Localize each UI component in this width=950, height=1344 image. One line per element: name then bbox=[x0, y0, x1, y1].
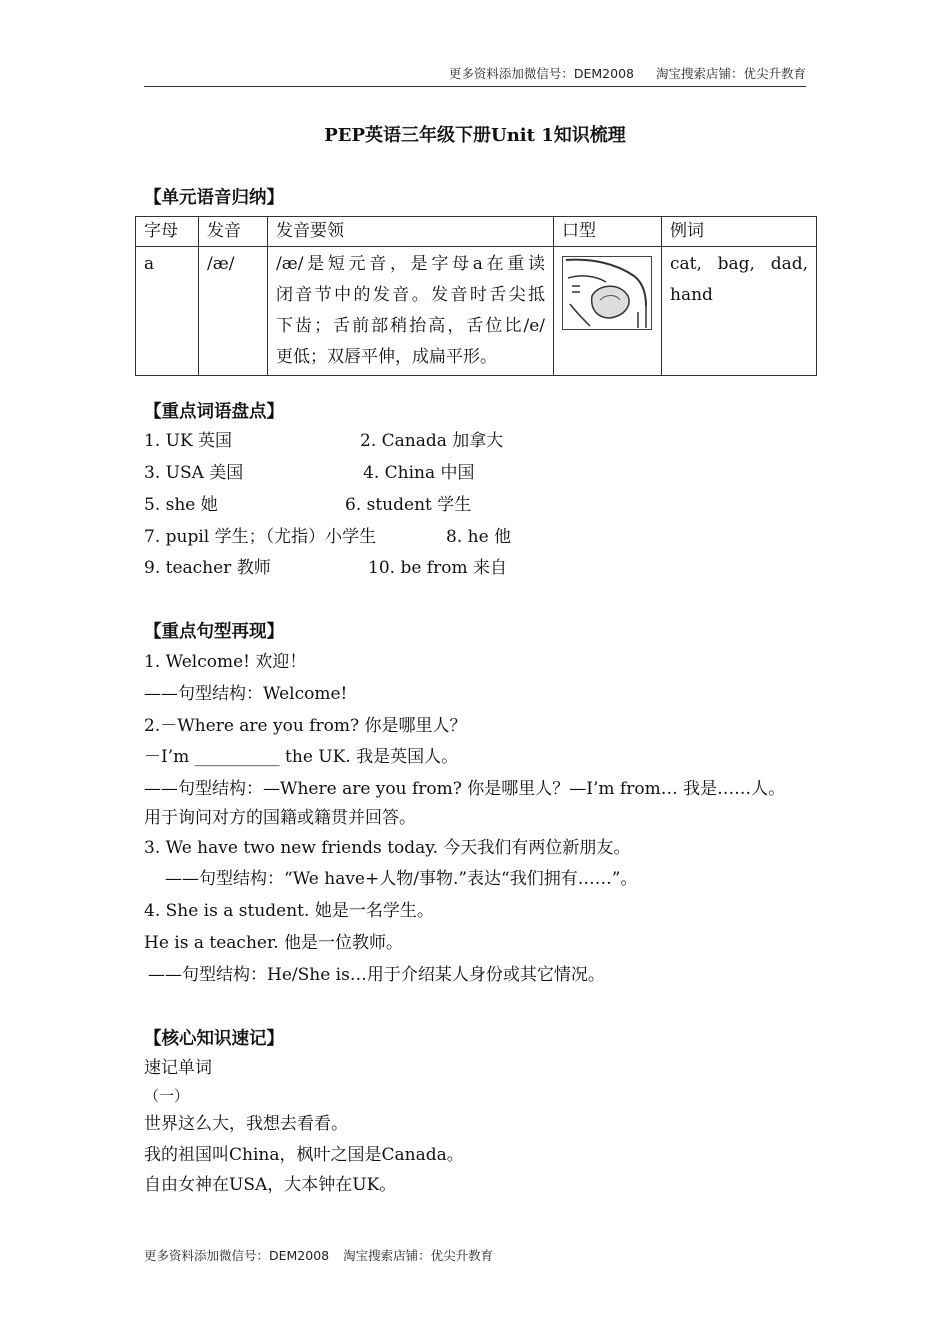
examples-cell bbox=[662, 247, 817, 376]
tips-line: 更低；双唇平伸，成扁平形。 bbox=[276, 347, 497, 367]
word-item: 5. she 她 bbox=[144, 495, 218, 515]
section-core-heading: 【核心知识速记】 bbox=[144, 1029, 284, 1049]
sentence-line: He is a teacher. 他是一位教师。 bbox=[144, 933, 404, 953]
section-sentences-heading: 【重点句型再现】 bbox=[144, 622, 284, 642]
footer-shop: 淘宝搜索店铺：优尖升教育 bbox=[343, 1248, 494, 1263]
page-footer bbox=[144, 1246, 493, 1266]
table-row bbox=[136, 247, 817, 376]
table-header-cell: 口型 bbox=[554, 217, 662, 247]
sentence-line: ——句型结构：—Where are you from? 你是哪里人？—I’m from… 我是……人。 bbox=[144, 779, 786, 799]
tips-line: /æ/是短元音，是字母a在重读 bbox=[276, 254, 545, 274]
core-line: 我的祖国叫China，枫叶之国是Canada。 bbox=[144, 1145, 464, 1165]
sound-cell: /æ/ bbox=[199, 247, 268, 376]
sentence-line: ——句型结构：“We have+人物/事物.”表达“我们拥有……”。 bbox=[165, 869, 638, 889]
header-wechat: 更多资料添加微信号：DEM2008 bbox=[448, 66, 634, 81]
examples-line: hand bbox=[670, 285, 713, 305]
tips-cell bbox=[268, 247, 554, 376]
table-header-cell: 发音 bbox=[199, 217, 268, 247]
word-item: 4. China 中国 bbox=[363, 463, 475, 483]
page-header bbox=[144, 64, 806, 87]
table-header-cell: 发音要领 bbox=[268, 217, 554, 247]
phonics-table-header-row bbox=[136, 217, 817, 247]
word-item: 1. UK 英国 bbox=[144, 431, 233, 451]
sentence-line: 用于询问对方的国籍或籍贯并回答。 bbox=[144, 808, 416, 828]
core-line: （一） bbox=[144, 1087, 190, 1105]
footer-wechat: 更多资料添加微信号：DEM2008 bbox=[144, 1248, 330, 1263]
sentence-line: －I’m __________ the UK. 我是英国人。 bbox=[144, 747, 459, 767]
sentence-line: 3. We have two new friends today. 今天我们有两位新朋友。 bbox=[144, 838, 631, 858]
page-title: PEP英语三年级下册Unit 1知识梳理 bbox=[324, 125, 626, 146]
tips-line: 下齿；舌前部稍抬高，舌位比/e/ bbox=[276, 316, 545, 336]
core-line: 世界这么大，我想去看看。 bbox=[144, 1114, 348, 1134]
section-words-heading: 【重点词语盘点】 bbox=[144, 402, 284, 422]
table-header-cell: 例词 bbox=[662, 217, 817, 247]
letter-cell: a bbox=[136, 247, 199, 376]
table-header-cell: 字母 bbox=[136, 217, 199, 247]
word-item: 8. he 他 bbox=[446, 527, 512, 547]
section-phonics-heading: 【单元语音归纳】 bbox=[144, 188, 284, 208]
sentence-line: 4. She is a student. 她是一名学生。 bbox=[144, 901, 434, 921]
sentence-line: 2.－Where are you from? 你是哪里人？ bbox=[144, 716, 467, 736]
word-item: 2. Canada 加拿大 bbox=[360, 431, 504, 451]
word-item: 9. teacher 教师 bbox=[144, 558, 271, 578]
tips-line: 闭音节中的发音。发音时舌尖抵 bbox=[276, 285, 545, 305]
examples-line: cat, bag, dad, bbox=[670, 254, 808, 274]
word-item: 6. student 学生 bbox=[345, 495, 472, 515]
word-item: 3. USA 美国 bbox=[144, 463, 244, 483]
sentence-line: ——句型结构：Welcome! bbox=[144, 684, 348, 704]
word-item: 10. be from 来自 bbox=[368, 558, 507, 578]
phonics-table bbox=[135, 216, 817, 376]
mouth-shape-cell bbox=[554, 247, 662, 376]
core-line: 速记单词 bbox=[144, 1058, 212, 1078]
core-line: 自由女神在USA，大本钟在UK。 bbox=[144, 1175, 397, 1195]
header-shop: 淘宝搜索店铺：优尖升教育 bbox=[655, 66, 806, 81]
sentence-line: ——句型结构：He/She is…用于介绍某人身份或其它情况。 bbox=[148, 965, 605, 985]
mouth-diagram-image bbox=[562, 256, 652, 330]
sentence-line: 1. Welcome! 欢迎！ bbox=[144, 652, 307, 672]
word-item: 7. pupil 学生；（尤指）小学生 bbox=[144, 527, 377, 547]
